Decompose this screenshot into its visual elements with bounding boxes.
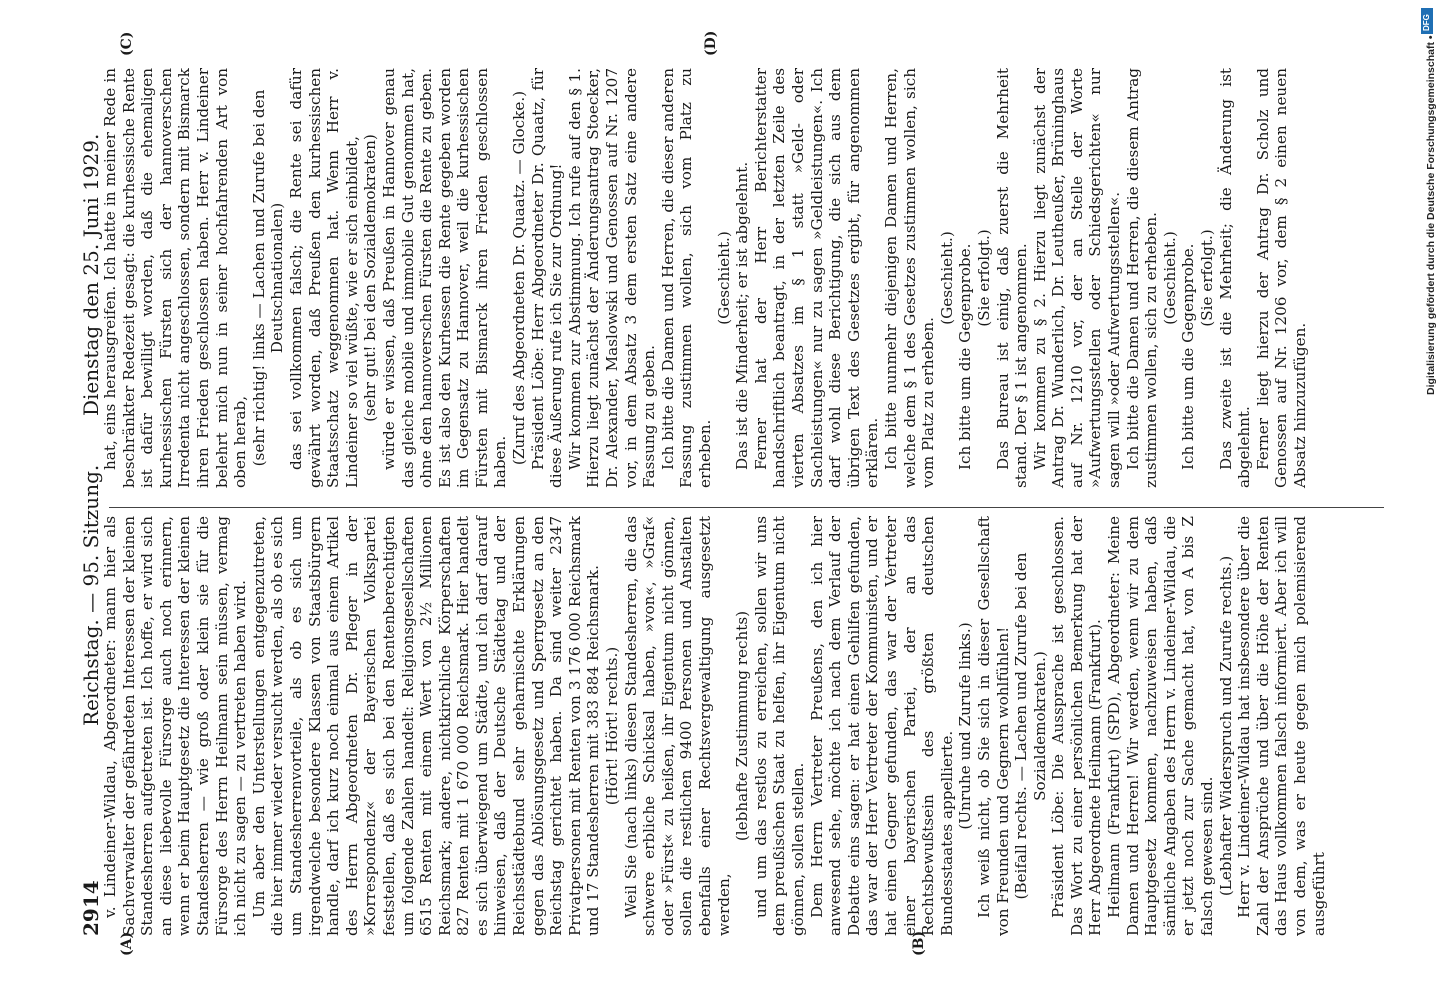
paragraph: das sei vollkommen falsch; die Rente sei dafür gewährt worden, daß Preußen den kurhessischen Staatsschatz weggenommen hat. Wenn Herr v. Lindeiner so viel wüßte, wie er sich einbildet, (286, 68, 361, 488)
paragraph: Weil Sie (nach links) diesen Standesherren, die das schwere erbliche Schicksal haben, »von«, »Graf« oder »Fürst« zu heißen, ihr Eigentum nicht gönnen, sollen die restlichen 9400 Personen und Anstalten ebenfalls einer Rechtsvergewaltigung ausgesetzt werden, (621, 516, 733, 936)
paragraph: Ich bitte um die Gegenprobe. (1179, 243, 1198, 470)
paragraph: Das Bureau ist einig, daß zuerst die Mehrheit stand. Der § 1 ist angenommen. (993, 68, 1031, 488)
interjection: (Hört! Hört! rechts.) (603, 646, 622, 806)
paragraph: Wir kommen zur Abstimmung. Ich rufe auf den § 1. Hierzu liegt zunächst der Änderungsantrag Stoecker, Dr. Alexander, Maslowski und Genossen auf Nr. 1207 vor, in dem Absatz 3 dem ersten Satz eine andere Fassung zu geben. (565, 68, 659, 488)
paragraph: und um das restlos zu erreichen, sollen wir uns dem preußischen Staat zu helfen, ihr Eigentum nicht gönnen, sollen stellen. (751, 516, 807, 936)
interjection: (Sie erfolgt.) (974, 229, 993, 327)
right-column (101, 68, 1310, 488)
interjection: (Geschieht.) (937, 231, 956, 325)
interjection: (Lebhafter Widerspruch und Zurufe rechts.) (1216, 555, 1235, 897)
paragraph: Um aber den Unterstellungen entgegenzutreten, die hier immer wieder versucht werden, als ob es sich um Standesherrenvorteile, als ob es sich um irgendwelche besondere Klassen von Staatsbürgern handle, darf ich kurz noch einmal aus einem Artikel des Herrn Abgeordneten Dr. Pfleger in der »Korrespondenz« der Bayerischen Volkspartei feststellen, daß es sich bei den Rentenberechtigten um folgende Zahlen handelt: Religionsgesellschaften 6515 Renten mit einem Wert von 2½ Millionen Reichsmark; andere, nichtkirchliche Körperschaften 827 Renten mit 1 670 000 Reichsmark. Hier handelt es sich überwiegend um Städte, und ich darf darauf hinweisen, daß der Deutsche Städtetag und der Reichsstädtebund sehr geharnischte Erklärungen gegen das Ablösungsgesetz und Sperrgesetz an den Reichstag gerichtet haben. Da sind weiter 2347 Privatpersonen mit Renten von 3 176 000 Reichsmark und 17 Standesherren mit 383 884 Reichsmark. (249, 516, 603, 936)
interjection: (Unruhe und Zurufe links.) (956, 622, 975, 830)
paragraph: Das zweite ist die Mehrheit; die Änderung ist abgelehnt. (1216, 68, 1254, 488)
interjection: (Geschieht.) (714, 231, 733, 325)
paragraph: würde er wissen, daß Preußen in Hannover genau das gleiche mobile und immobile Gut genommen hat, ohne den hannoverschen Fürsten die Rente zu geben. Es ist also den Kurhessen die Rente gegeben worden im Gegensatz zu Hannover, weil die kurhessischen Fürsten mit Bismarck ihren Frieden geschlossen haben. (379, 68, 510, 488)
margin-marker-a: (A) (119, 931, 135, 956)
paragraph: Präsident Löbe: Die Aussprache ist geschlossen. Das Wort zu einer persönlichen Bemerkung hat der Herr Abgeordnete Heilmann (Frankfurt). (1049, 516, 1105, 936)
interjection: (Sie erfolgt.) (1198, 229, 1217, 327)
left-column (101, 516, 1328, 936)
paragraph: Wir kommen zu § 2. Hierzu liegt zunächst der Antrag Dr. Wunderlich, Dr. Leutheußer, Brüninghaus auf Nr. 1210 vor, der an Stelle der Worte »Aufwertungsstellen oder Schiedsgerichten« nur sagen will »oder Aufwertungsstellen«. (1030, 68, 1124, 488)
margin-marker-b: (B) (911, 930, 927, 956)
margin-marker-d: (D) (703, 30, 719, 56)
session-date: Dienstag den 25. Juni 1929. (79, 133, 103, 416)
interjection: (Beifall rechts. — Lachen und Zurufe bei den Sozialdemokraten.) (1012, 552, 1049, 900)
paragraph: Ich bitte um die Gegenprobe. (956, 243, 975, 470)
paragraph: Ferner liegt hierzu der Antrag Dr. Scholz und Genossen auf Nr. 1206 vor, dem § 2 einen neuen Absatz hinzuzufügen. (1253, 68, 1309, 488)
session-title: Reichstag. — 95. Sitzung. (79, 464, 103, 726)
interjection: (sehr richtig! links — Lachen und Zurufe bei den Deutschnationalen) (249, 89, 287, 467)
paragraph: Ferner hat der Herr Berichterstatter handschriftlich beantragt, in der letzten Zeile des vierten Absatzes im § 1 statt »Geld- oder Sachleistungen« nur zu sagen »Geldleistungen«. Ich darf wohl diese Berichtigung, die sich aus dem übrigen Text des Gesetzes ergibt, für angenommen erklären. (751, 68, 882, 488)
paragraph: Dem Herrn Vertreter Preußens, den ich hier anwesend sehe, möchte ich nach dem Verlauf der Debatte eins sagen: er hat einen Gehilfen gefunden, das war der Herr Vertreter der Kommunisten, und er hat einen Gegner gefunden, das war der Vertreter einer bayerischen Partei, der an das Rechtsbewußtsein des größten deutschen Bundesstaates appellierte. (807, 516, 956, 936)
margin-marker-c: (C) (119, 31, 135, 56)
interjection: (Zuruf des Abgeordneten Dr. Quaatz. — Glocke.) (510, 90, 529, 466)
paragraph: Ich weiß nicht, ob Sie sich in dieser Gesellschaft von Freunden und Gegnern wohlfühlen! (974, 516, 1012, 936)
page-number: 2914 (79, 880, 103, 936)
dfg-logo: DFG (1421, 8, 1433, 34)
paragraph: Ich bitte die Damen und Herren, die diesem Antrag zustimmen wollen, sich zu erheben. (1123, 68, 1161, 488)
paragraph: hat, eins herausgreifen. Ich hatte in meiner Rede in beschränkter Redezeit gesagt: die kurhessische Rente ist dafür bewilligt worden, daß die ehemaligen kurhessischen Fürsten sich der hannoverschen Irredenta nicht angeschlossen, sondern mit Bismarck ihren Frieden geschlossen haben. Herr v. Lindeiner belehrt mich nun in seiner hochfahrenden Art von oben herab, (101, 68, 250, 488)
interjection: (Geschieht.) (1160, 231, 1179, 325)
paragraph: Heilmann (Frankfurt) (SPD), Abgeordneter: Meine Damen und Herren! Wir werden, wenn wir zu dem Hauptgesetz kommen, nachzuweisen haben, daß sämtliche Angaben des Herrn v. Lindeiner-Wildau, die er jetzt noch zur Sache gemacht hat, von A bis Z falsch gewesen sind. (1105, 516, 1217, 936)
paragraph: Herr v. Lindeiner-Wildau hat insbesondere über die Zahl der Ansprüche und über die Höhe der Renten das Haus vollkommen falsch informiert. Aber ich will von dem, was er heute gegen mich polemisierend ausgeführt (1235, 516, 1328, 936)
interjection: (lebhafte Zustimmung rechts) (733, 610, 752, 842)
paragraph: Ich bitte nunmehr diejenigen Damen und Herren, welche dem § 1 des Gesetzes zustimmen wollen, sich vom Platz zu erheben. (881, 68, 938, 488)
paragraph: Das ist die Minderheit; er ist abgelehnt. (733, 161, 752, 470)
paragraph: Ich bitte die Damen und Herren, die dieser anderen Fassung zustimmen wollen, sich vom Platz zu erheben. (658, 68, 714, 488)
interjection: (sehr gut! bei den Sozialdemokraten) (361, 134, 380, 422)
digitization-note: Digitalisierung gefördert durch die Deutsche Forschungsgemeinschaft • (1425, 35, 1437, 395)
rotated-content (1, 28, 1411, 958)
column-divider (109, 507, 1384, 508)
paragraph: v. Lindeiner-Wildau, Abgeordneter: mann hier als Sachverwalter der gefährdeten Interessen der kleinen Standesherren aufgetreten ist. Ich hoffe, er wird sich an diese liebevolle Fürsorge auch noch erinnern, wenn er beim Hauptgesetz die Interessen der kleinen Standesherren — wie groß oder klein sie für die Fürsorge des Herrn Heilmann sein müssen, vermag ich nicht zu sagen — zu vertreten haben wird. (101, 516, 250, 936)
document-page (1, 28, 1411, 958)
paragraph: Präsident Löbe: Herr Abgeordneter Dr. Quaatz, für diese Äußerung rufe ich Sie zur Ordnung! (528, 68, 566, 488)
